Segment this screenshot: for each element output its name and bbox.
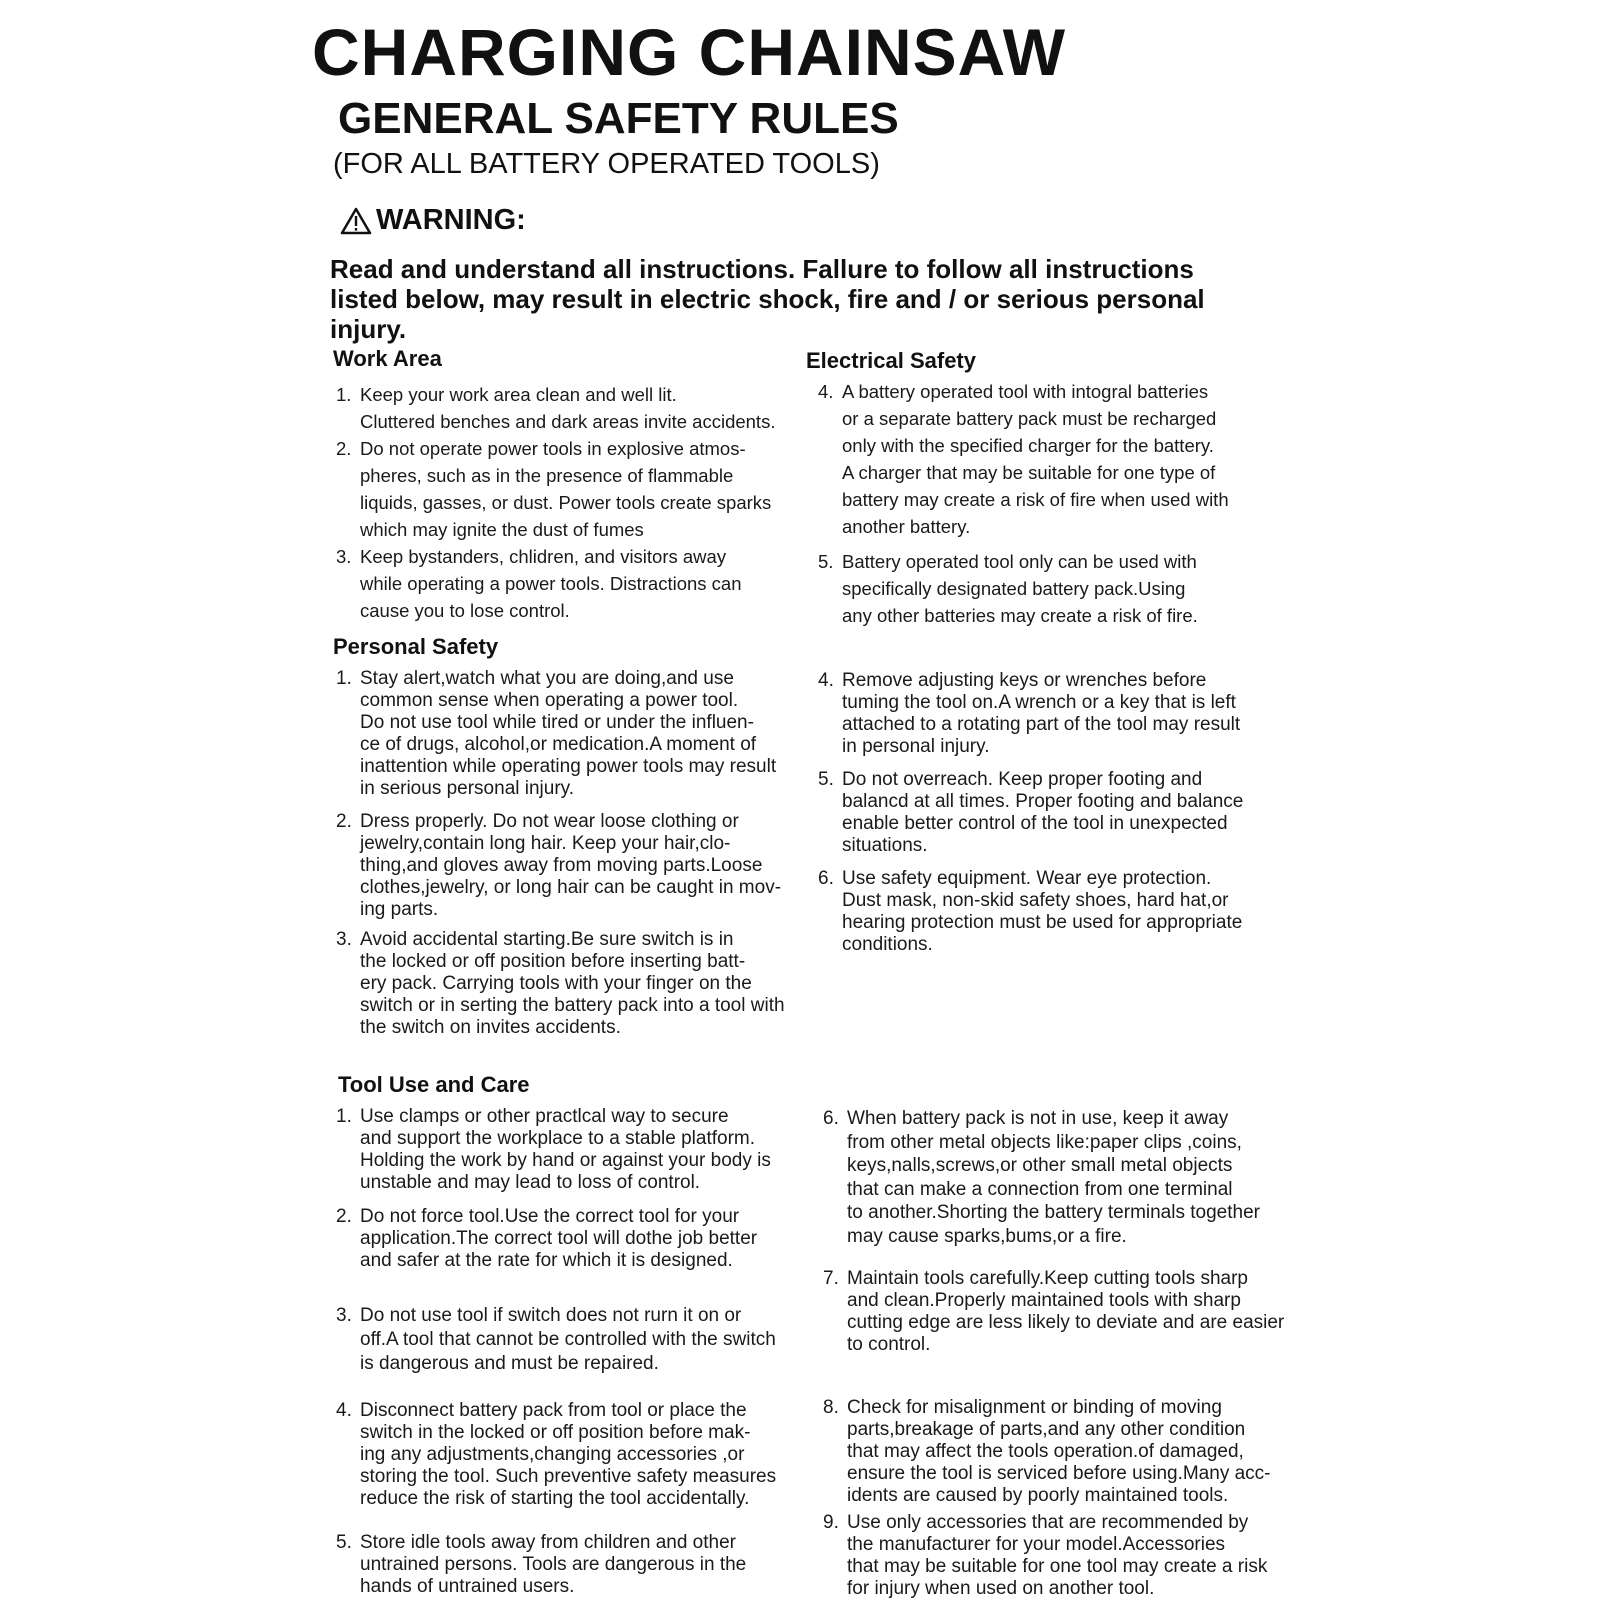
warning-triangle-icon bbox=[340, 207, 372, 235]
list-item bbox=[336, 381, 806, 435]
warning-heading bbox=[340, 204, 526, 237]
list-item bbox=[818, 868, 1298, 956]
list-item-text: Remove adjusting keys or wrenches before tuming the tool on.A wrench or a key that is left attached to a rotating part of the tool may result in personal injury. bbox=[842, 670, 1241, 757]
list-item-number: 5. bbox=[818, 769, 834, 790]
list-item-text: Check for misalignment or binding of moving parts,breakage of parts,and any other condition that may affect the tools operation.of damaged, ensure the tool is serviced before using.Many acc- idents are caused by poorly maintained tools. bbox=[847, 1397, 1271, 1506]
list-item-text: Use clamps or other practlcal way to secure and support the workplace to a stable platform. Holding the work by hand or against your body is unstable and may lead to loss of control. bbox=[360, 1106, 771, 1193]
list-item-text: Maintain tools carefully.Keep cutting tools sharp and clean.Properly maintained tools with sharp cutting edge are less likely to deviate and are easier to control. bbox=[847, 1268, 1285, 1355]
section-heading-tool-use-and-care: Tool Use and Care bbox=[338, 1072, 530, 1097]
list-item bbox=[336, 668, 806, 800]
document-subtitle: GENERAL SAFETY RULES bbox=[338, 94, 899, 143]
list-item-text: Use only accessories that are recommended by the manufacturer for your model.Accessories that may be suitable for one tool may create a risk for injury when used on another tool. bbox=[847, 1512, 1268, 1599]
list-item-text: Keep your work area clean and well lit. Cluttered benches and dark areas invite accidents. bbox=[360, 384, 776, 432]
list-item-number: 4. bbox=[818, 670, 834, 691]
list-item bbox=[823, 1268, 1323, 1356]
list-item bbox=[336, 1532, 826, 1598]
list-item bbox=[823, 1512, 1323, 1600]
list-item-number: 1. bbox=[336, 668, 352, 689]
list-item bbox=[336, 1206, 816, 1272]
list-item-text: Store idle tools away from children and other untrained persons. Tools are dangerous in the hands of untrained users. bbox=[360, 1532, 747, 1597]
list-item-number: 2. bbox=[336, 1206, 352, 1227]
warning-text: Read and understand all instructions. Fallure to follow all instructions listed below, may result in electric shock, fire and / or serious personal injury. bbox=[330, 254, 1205, 344]
list-item bbox=[336, 929, 806, 1039]
list-item-number: 3. bbox=[336, 929, 352, 950]
list-item-text: Do not overreach. Keep proper footing and balancd at all times. Proper footing and balance enable better control of the tool in unexpected situations. bbox=[842, 769, 1244, 856]
list-item-text: Stay alert,watch what you are doing,and use common sense when operating a power tool. Do not use tool while tired or under the influen- ce of drugs, alcohol,or medication.A moment of inattention while operating power tools may result in serious personal injury. bbox=[360, 668, 777, 799]
list-item bbox=[336, 435, 806, 543]
list-item-text: Keep bystanders, chlidren, and visitors away while operating a power tools. Distractions can cause you to lose control. bbox=[360, 546, 742, 621]
list-item bbox=[336, 811, 806, 921]
list-item bbox=[818, 670, 1298, 758]
list-item-number: 6. bbox=[823, 1108, 839, 1129]
list-item bbox=[823, 1107, 1323, 1248]
list-item bbox=[818, 769, 1298, 857]
section-heading-personal-safety: Personal Safety bbox=[333, 634, 499, 659]
list-item-number: 5. bbox=[818, 551, 834, 572]
list-item-number: 1. bbox=[336, 384, 352, 405]
list-item-number: 8. bbox=[823, 1397, 839, 1418]
list-item-number: 5. bbox=[336, 1532, 352, 1553]
list-item-text: Dress properly. Do not wear loose clothing or jewelry,contain long hair. Keep your hair,clo- thing,and gloves away from moving parts.Loose clothes,jewelry, or long hair can be caught in mov- ing parts. bbox=[360, 811, 782, 920]
list-item-text: Do not use tool if switch does not rurn it on or off.A tool that cannot be controlled with the switch is dangerous and must be repaired. bbox=[360, 1305, 776, 1374]
list-item-text: Use safety equipment. Wear eye protection. Dust mask, non-skid safety shoes, hard hat,or hearing protection must be used for appropriate conditions. bbox=[842, 868, 1243, 955]
list-item bbox=[336, 543, 806, 624]
list-item-text: Battery operated tool only can be used with specifically designated battery pack.Using any other batteries may create a risk of fire. bbox=[842, 551, 1198, 626]
list-item-number: 4. bbox=[818, 381, 834, 402]
section-heading-electrical-safety: Electrical Safety bbox=[806, 348, 976, 373]
list-item bbox=[818, 548, 1288, 629]
section-heading-work-area: Work Area bbox=[333, 346, 442, 371]
list-item bbox=[336, 1106, 816, 1194]
list-item-number: 4. bbox=[336, 1400, 352, 1421]
list-item bbox=[336, 1304, 826, 1376]
list-item-text: Do not operate power tools in explosive atmos- pheres, such as in the presence of flammable liquids, gasses, or dust. Power tools create sparks which may ignite the dust of fumes bbox=[360, 438, 772, 540]
list-item-number: 2. bbox=[336, 811, 352, 832]
warning-label: WARNING: bbox=[376, 204, 526, 236]
list-item-text: Disconnect battery pack from tool or place the switch in the locked or off position before mak- ing any adjustments,changing accessories ,or storing the tool. Such preventive safety measures reduce the risk of starting the tool accidentally. bbox=[360, 1400, 777, 1509]
list-item bbox=[818, 378, 1288, 540]
list-item-number: 9. bbox=[823, 1512, 839, 1533]
list-item bbox=[336, 1400, 826, 1510]
list-item-number: 1. bbox=[336, 1106, 352, 1127]
list-item-text: Do not force tool.Use the correct tool for your application.The correct tool will dothe job better and safer at the rate for which it is designed. bbox=[360, 1206, 758, 1271]
list-item bbox=[823, 1397, 1323, 1507]
list-item-number: 3. bbox=[336, 546, 352, 567]
list-item-text: Avoid accidental starting.Be sure switch is in the locked or off position before inserting batt- ery pack. Carrying tools with your finger on the switch or in serting the battery pack into a tool with the switch on invites accidents. bbox=[360, 929, 785, 1038]
list-item-text: When battery pack is not in use, keep it away from other metal objects like:paper clips ,coins, keys,nalls,screws,or other small metal objects that can make a connection from one terminal to another.Shorting the battery terminals together may cause sparks,bums,or a fire. bbox=[847, 1108, 1260, 1247]
list-item-number: 2. bbox=[336, 438, 352, 459]
list-item-number: 3. bbox=[336, 1305, 352, 1326]
document-title: CHARGING CHAINSAW bbox=[312, 15, 1066, 89]
list-item-text: A battery operated tool with intogral batteries or a separate battery pack must be recharged only with the specified charger for the battery. A charger that may be suitable for one type of battery may create a risk of fire when used with another battery. bbox=[842, 381, 1229, 537]
list-item-number: 6. bbox=[818, 868, 834, 889]
document-scope: (FOR ALL BATTERY OPERATED TOOLS) bbox=[333, 148, 880, 180]
list-item-number: 7. bbox=[823, 1268, 839, 1289]
